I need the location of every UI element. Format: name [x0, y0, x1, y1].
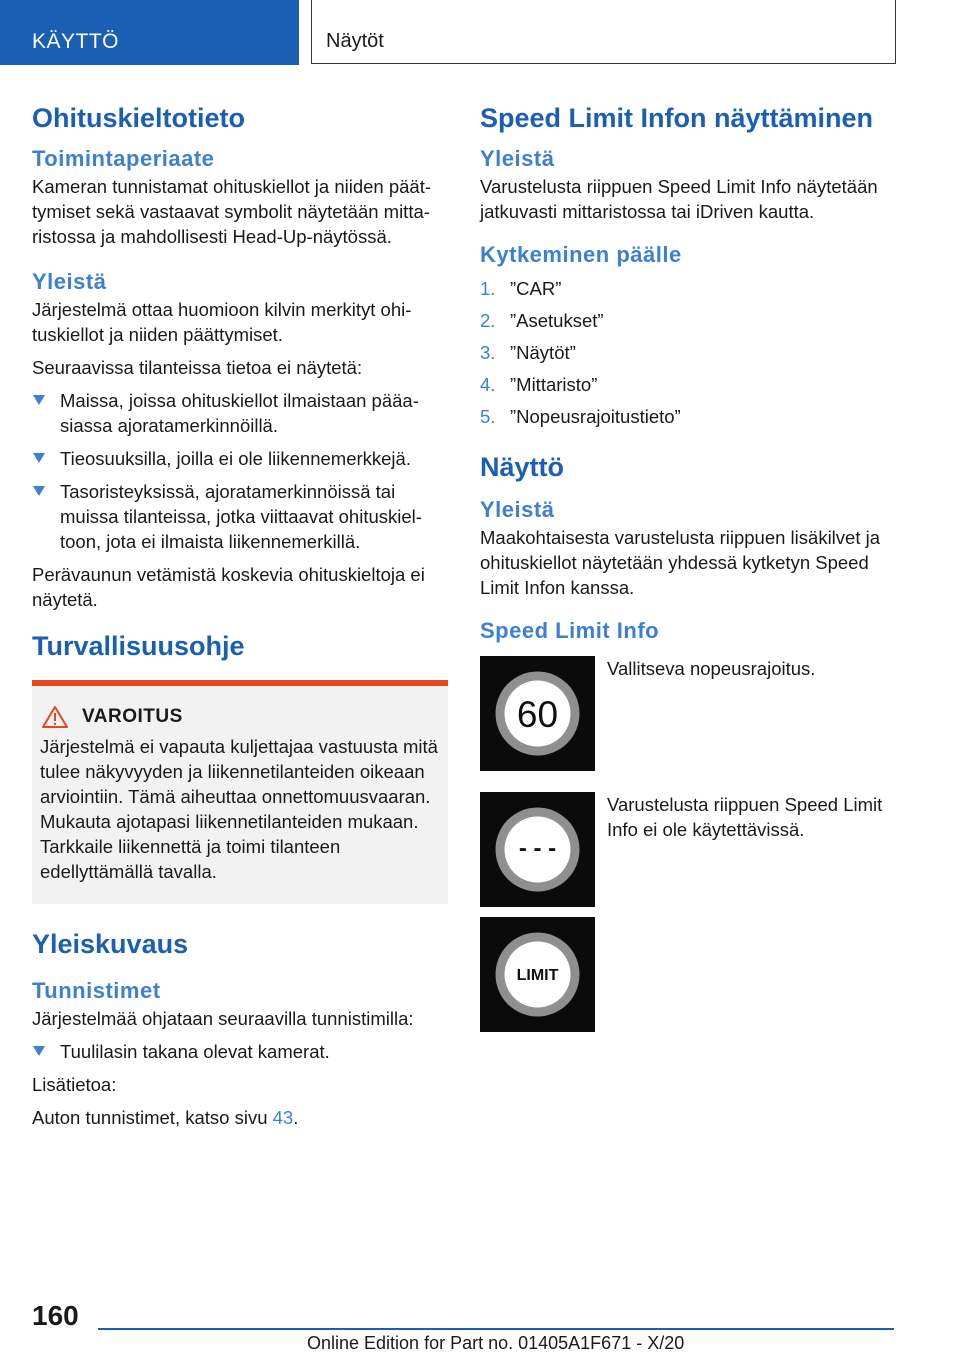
list-item [32, 1039, 448, 1064]
warning-text: Järjestelmä ei vapauta kuljettajaa vastuusta mitä tulee näkyvyyden ja liikennetilanteiden oikeaan arviointiin. Tämä aiheuttaa onnettomuusvaaran. Mukauta ajotapasi liikennetilanteiden mukaan. Tarkkaile liikennettä ja toimi tilanteen edellyttämällä tavalla. [40, 736, 438, 882]
text-general-2: Seuraavissa tilanteissa tietoa ei näytetä: [32, 357, 363, 378]
sign-label: - - - [518, 835, 557, 862]
sign-description: Vallitseva nopeusrajoitus. [607, 658, 816, 679]
list-item-text: Maissa, joissa ohituskiellot ilmaistaan pääasiassa ajoratamerkinnöillä. [60, 390, 419, 436]
step-text: ”Asetukset” [510, 310, 604, 331]
heading-display: Näyttö [480, 452, 565, 482]
sign-label: 60 [516, 694, 559, 735]
list-item [32, 446, 448, 471]
sign-row-unavailable [480, 792, 910, 907]
warning-triangle-icon [42, 706, 68, 728]
heading-switch-on: Kytkeminen päälle [480, 242, 682, 267]
step-number: 1. [480, 278, 496, 299]
list-item-text: Tuulilasin takana olevat kamerat. [60, 1041, 330, 1062]
triangle-bullet-icon [33, 486, 45, 496]
heading-display-sli: Speed Limit Infon näyttäminen [480, 103, 874, 133]
reference-text: Auton tunnistimet, katso sivu [32, 1107, 273, 1128]
warning-title: VAROITUS [82, 706, 183, 727]
page-reference-link[interactable]: 43 [272, 1107, 294, 1128]
footer-edition: Online Edition for Part no. 01405A1F671 - X/20 [307, 1333, 685, 1353]
header-section-label: KÄYTTÖ [32, 30, 120, 53]
step-text: ”Mittaristo” [510, 374, 598, 395]
speed-limit-60-sign-icon [480, 656, 595, 771]
text-general-2: Maakohtaisesta varustelusta riippuen lisäkilvet ja ohituskiellot näytetään yhdessä kytketyn Speed Limit Infon kanssa. [480, 527, 881, 598]
step-text: ”Nopeusrajoitustieto” [510, 406, 681, 427]
left-column [32, 100, 448, 1130]
text-reference [32, 1105, 448, 1130]
heading-principle: Toimintaperiaate [32, 146, 215, 171]
heading-speed-limit-info: Speed Limit Info [480, 618, 660, 643]
text-trailer: Perävaunun vetämistä koskevia ohituskieltoja ei näytetä. [32, 564, 425, 610]
list-steps [480, 276, 910, 429]
list-item [32, 388, 448, 438]
heading-safety: Turvallisuusohje [32, 631, 245, 661]
header-chapter-label: Näytöt [326, 30, 384, 52]
step-number: 3. [480, 342, 496, 363]
list-item-text: Tieosuuksilla, joilla ei ole liikennemerkkejä. [60, 448, 411, 469]
text-more-info: Lisätietoa: [32, 1074, 117, 1095]
step-number: 5. [480, 406, 496, 427]
heading-general-2: Yleistä [480, 497, 555, 522]
limit-sign-icon [480, 917, 595, 1032]
step-item [480, 276, 910, 301]
text-general-1: Järjestelmä ottaa huomioon kilvin merkityt ohituskiellot ja niiden päättymiset. [32, 299, 412, 345]
step-item [480, 308, 910, 333]
step-item [480, 404, 910, 429]
step-number: 2. [480, 310, 496, 331]
step-item [480, 340, 910, 365]
heading-general: Yleistä [32, 269, 107, 294]
heading-general: Yleistä [480, 146, 555, 171]
sign-description: Varustelusta riippuen Speed Limit Info ei ole käytettävissä. [607, 794, 883, 840]
footer-divider [98, 1328, 894, 1330]
step-item [480, 372, 910, 397]
step-text: ”Näytöt” [510, 342, 576, 363]
speed-limit-unavailable-sign-icon [480, 792, 595, 907]
heading-sensors: Tunnistimet [32, 978, 161, 1003]
sign-row-current-limit [480, 656, 910, 771]
list-item-text: Tasoristeyksissä, ajoratamerkinnöissä tai muissa tilanteissa, jotka viittaavat ohituskieltoon, jota ei ilmaista liikennemerkillä. [60, 481, 422, 552]
sign-label: LIMIT [516, 967, 559, 984]
heading-overtaking-info: Ohituskieltotieto [32, 103, 246, 133]
triangle-bullet-icon [33, 395, 45, 405]
heading-overview: Yleiskuvaus [32, 929, 189, 959]
triangle-bullet-icon [33, 453, 45, 463]
page-number: 160 [32, 1300, 79, 1331]
header-section-tab [0, 0, 299, 65]
text-general: Varustelusta riippuen Speed Limit Info näytetään jatkuvasti mittaristossa tai iDriven kautta. [480, 176, 878, 222]
step-number: 4. [480, 374, 496, 395]
triangle-bullet-icon [33, 1046, 45, 1056]
text-principle: Kameran tunnistamat ohituskiellot ja niiden päättymiset sekä vastaavat symbolit näytetään mittaristossa ja mahdollisesti Head-Up-näytössä. [32, 176, 432, 247]
header-chapter-tab [311, 0, 896, 64]
reference-end: . [293, 1107, 299, 1128]
step-text: ”CAR” [510, 278, 562, 299]
text-sensors: Järjestelmää ohjataan seuraavilla tunnistimilla: [32, 1008, 414, 1029]
list-exceptions [32, 388, 448, 554]
list-item [32, 479, 448, 554]
right-column [480, 100, 910, 1032]
sign-row-limit [480, 917, 910, 1032]
list-sensors [32, 1039, 448, 1064]
warning-box [32, 680, 448, 904]
